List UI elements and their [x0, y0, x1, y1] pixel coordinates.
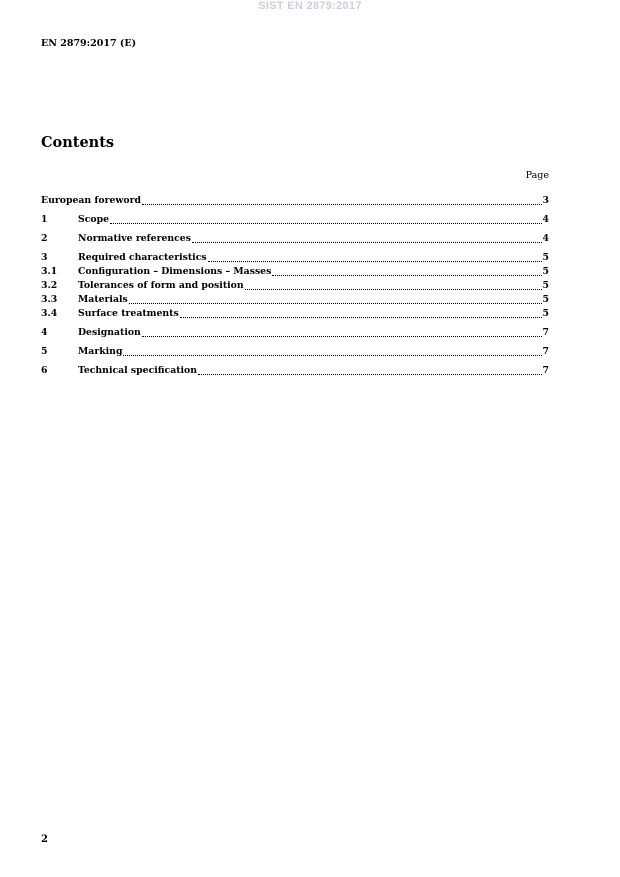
- toc-entry-required-characteristics[interactable]: [41, 252, 549, 264]
- toc-entry-title: European foreword: [41, 195, 141, 206]
- toc-entry-page: 7: [542, 365, 549, 376]
- toc-entry-number: 3.3: [41, 294, 58, 305]
- toc-entry-surface-treatments[interactable]: [41, 308, 549, 320]
- dot-leader: [192, 241, 542, 243]
- toc-entry-page: 7: [542, 327, 549, 338]
- toc-entry-page: 5: [542, 294, 549, 305]
- toc-entry-number: 2: [41, 233, 48, 244]
- toc-entry-scope[interactable]: [41, 214, 549, 226]
- toc-entry-page: 4: [542, 214, 549, 225]
- toc-entry-page: 5: [542, 266, 549, 277]
- toc-entry-number: 3.4: [41, 308, 58, 319]
- dot-leader: [272, 274, 541, 276]
- toc-entry-page: 7: [542, 346, 549, 357]
- toc-entry-title: Normative references: [78, 233, 191, 244]
- toc-entry-title: Required characteristics: [78, 252, 207, 263]
- dot-leader: [110, 222, 542, 224]
- dot-leader: [208, 260, 542, 262]
- toc-entry-number: 3.1: [41, 266, 58, 277]
- toc-entry-materials[interactable]: [41, 294, 549, 306]
- watermark: SIST EN 2879:2017: [258, 0, 362, 12]
- page-number: 2: [41, 834, 48, 845]
- table-of-contents: [41, 195, 549, 377]
- dot-leader: [180, 316, 542, 318]
- toc-entry-page: 4: [542, 233, 549, 244]
- toc-entry-marking[interactable]: [41, 346, 549, 358]
- toc-entry-tolerances[interactable]: [41, 280, 549, 292]
- toc-entry-technical-specification[interactable]: [41, 365, 549, 377]
- toc-entry-title: Technical specification: [78, 365, 198, 376]
- toc-entry-title: Surface treatments: [78, 308, 179, 319]
- dot-leader: [198, 373, 542, 375]
- toc-entry-page: 5: [542, 280, 549, 291]
- toc-entry-number: 4: [41, 327, 48, 338]
- toc-entry-normative-references[interactable]: [41, 233, 549, 245]
- toc-entry-page: 5: [542, 308, 549, 319]
- toc-entry-number: 5: [41, 346, 48, 357]
- toc-entry-title: Tolerances of form and position: [78, 280, 244, 291]
- toc-entry-european-foreword[interactable]: [41, 195, 549, 207]
- dot-leader: [142, 335, 542, 337]
- toc-entry-number: 1: [41, 214, 48, 225]
- toc-entry-title: Marking: [78, 346, 123, 357]
- dot-leader: [142, 203, 542, 205]
- toc-entry-number: 6: [41, 365, 48, 376]
- toc-entry-page: 3: [542, 195, 549, 206]
- toc-entry-title: Designation: [78, 327, 141, 338]
- toc-entry-number: 3: [41, 252, 48, 263]
- document-id: EN 2879:2017 (E): [41, 38, 137, 49]
- toc-entry-page: 5: [542, 252, 549, 263]
- toc-entry-designation[interactable]: [41, 327, 549, 339]
- toc-entry-configuration[interactable]: [41, 266, 549, 278]
- toc-entry-number: 3.2: [41, 280, 58, 291]
- toc-entry-title: Materials: [78, 294, 128, 305]
- dot-leader: [129, 302, 542, 304]
- contents-title: Contents: [41, 134, 115, 151]
- dot-leader: [245, 288, 542, 290]
- page-column-header: Page: [525, 170, 549, 181]
- toc-entry-title: Scope: [78, 214, 109, 225]
- dot-leader: [123, 354, 541, 356]
- toc-entry-title: Configuration – Dimensions – Masses: [78, 266, 272, 277]
